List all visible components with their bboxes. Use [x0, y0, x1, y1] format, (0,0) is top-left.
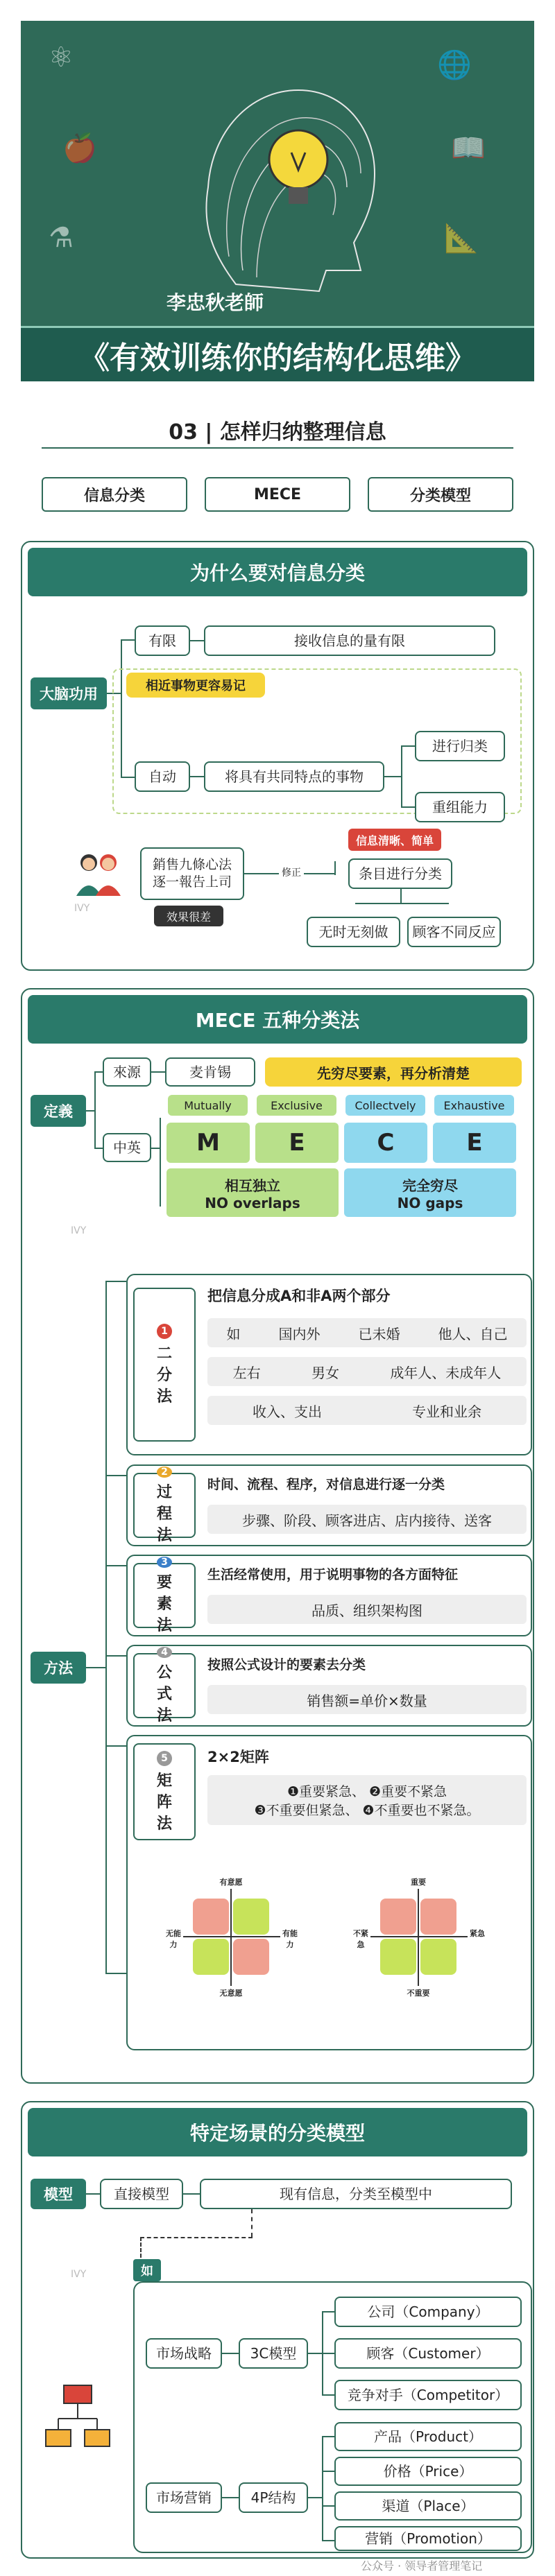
axis-label: 无意愿	[219, 1989, 243, 1998]
connector	[105, 1281, 126, 1282]
method-formula-name	[133, 1646, 196, 1724]
author-name: 李忠秋老師	[166, 291, 264, 314]
row-item: 如	[226, 1325, 241, 1342]
axis	[370, 1936, 468, 1937]
auto-desc-box: 将具有共同特点的事物	[204, 761, 384, 792]
connector	[105, 1973, 126, 1974]
axis-label: 有意愿	[219, 1878, 243, 1887]
book-icon: 📖	[451, 132, 486, 164]
p-product: 产品（Product）	[334, 2422, 522, 2451]
example-tag: 如	[133, 2259, 161, 2281]
chapter-title: 03 | 怎样归纳整理信息	[169, 420, 386, 444]
model-title: 特定场景的分类模型	[28, 2108, 527, 2156]
row-item: 左右	[232, 1364, 261, 1381]
out-classify-box: 进行归类	[415, 731, 505, 761]
definition-tag: 定義	[31, 1095, 86, 1127]
axis-label: 不重要	[407, 1989, 430, 1998]
flask-icon: ⚗	[49, 222, 74, 254]
fix-label: 修正	[279, 865, 304, 879]
case-box: 銷售九條心法 逐一報告上司	[140, 847, 244, 900]
connector	[322, 2436, 334, 2437]
connector	[355, 903, 449, 904]
binary-row-2	[207, 1357, 527, 1386]
connector	[86, 2193, 100, 2195]
name-char: 程	[156, 1505, 172, 1523]
axis-label: 紧急	[470, 1929, 485, 1938]
mece-panel	[21, 988, 534, 2084]
connector	[222, 2353, 239, 2354]
row-item: 收入、支出	[253, 1403, 322, 1420]
process-row: 步骤、阶段、顾客进店、店内接待、送客	[207, 1505, 527, 1534]
3c-model-box: 3C模型	[239, 2338, 308, 2369]
connector	[105, 1655, 126, 1657]
cn-en-box: 中英	[103, 1133, 151, 1162]
direct-model-desc: 现有信息，分类至模型中	[200, 2179, 512, 2209]
name-char: 矩	[156, 1772, 172, 1790]
label-exhaustive: Exhaustive	[434, 1095, 514, 1116]
brain-function-tag: 大脑功用	[31, 677, 107, 709]
urgency-matrix	[350, 1868, 488, 2007]
footer-credit: 公众号 · 领导者管理笔记	[361, 2559, 483, 2573]
ce-en: NO gaps	[397, 1194, 463, 1211]
head-silhouette-icon	[153, 49, 402, 298]
watermark: IVY	[71, 2269, 87, 2280]
improved-box: 条目进行分类	[348, 858, 452, 889]
connector	[105, 1565, 126, 1566]
connector	[121, 639, 135, 641]
connector	[94, 1071, 103, 1073]
quadrant	[193, 1939, 229, 1975]
watermark: IVY	[74, 903, 90, 914]
connector	[94, 1148, 103, 1149]
row-item: 已未婚	[358, 1325, 400, 1342]
method-matrix-title: 2×2矩阵	[207, 1749, 269, 1765]
connector	[151, 1071, 165, 1073]
quadrant	[420, 1939, 456, 1975]
label-exclusive: Exclusive	[257, 1095, 336, 1116]
method-number: 2	[157, 1467, 172, 1478]
why-classify-panel	[21, 541, 534, 971]
connector	[94, 1071, 96, 1149]
ce-box	[344, 1168, 516, 1217]
matrix-row: ❶重要紧急、 ❷重要不紧急	[287, 1784, 447, 1799]
letter-c: C	[344, 1123, 427, 1163]
connector	[86, 1667, 105, 1668]
method-binary	[126, 1274, 532, 1455]
result-always-box: 无时无刻做	[307, 917, 400, 947]
name-char: 分	[156, 1366, 172, 1384]
formula-row: 销售额=单价×数量	[207, 1685, 527, 1714]
header-banner	[21, 21, 534, 381]
connector	[322, 2540, 334, 2541]
axis	[183, 1936, 280, 1937]
connector	[308, 2353, 322, 2354]
method-matrix	[126, 1735, 532, 2050]
binary-row-1	[207, 1318, 527, 1347]
name-char: 法	[156, 1388, 172, 1406]
name-char: 阵	[156, 1793, 172, 1811]
chip-mece: MECE	[205, 477, 350, 512]
p-promotion: 营销（Promotion）	[334, 2526, 522, 2551]
me-en: NO overlaps	[205, 1194, 300, 1211]
name-char: 素	[156, 1595, 172, 1613]
direct-model-box: 直接模型	[100, 2179, 183, 2209]
name-char: 二	[156, 1345, 172, 1363]
matrix-row: ❸不重要但紧急、 ❹不重要也不紧急。	[254, 1803, 480, 1818]
method-number: 3	[157, 1557, 172, 1568]
row-item: 男女	[311, 1364, 339, 1381]
binary-row-3	[207, 1396, 527, 1425]
connector	[105, 1745, 126, 1747]
method-binary-title: 把信息分成A和非A两个部分	[207, 1288, 391, 1304]
axis-label: 不紧急	[353, 1929, 368, 1949]
p-place: 渠道（Place）	[334, 2491, 522, 2521]
method-element	[126, 1555, 532, 1636]
connector	[322, 2505, 334, 2507]
globe-icon: 🌐	[437, 49, 472, 81]
connector	[190, 640, 204, 641]
connector	[183, 2193, 200, 2195]
org-chart-icon	[43, 2380, 112, 2456]
connector	[105, 1475, 126, 1476]
method-formula-title: 按照公式设计的要素去分类	[207, 1657, 366, 1672]
why-classify-title: 为什么要对信息分类	[28, 548, 527, 596]
chip-classify-model: 分类模型	[368, 477, 513, 512]
label-collectively: Collectvely	[345, 1095, 425, 1116]
method-element-name	[133, 1556, 196, 1634]
name-char: 法	[156, 1706, 172, 1724]
dashed-connector	[140, 2237, 253, 2238]
connector	[105, 1281, 107, 1974]
letter-e1: E	[255, 1123, 339, 1163]
method-process	[126, 1464, 532, 1546]
name-char: 要	[156, 1573, 172, 1591]
connector	[322, 2436, 323, 2541]
quadrant	[193, 1899, 229, 1935]
source-value: 麦肯锡	[165, 1057, 255, 1087]
name-char: 过	[156, 1483, 172, 1501]
connector	[401, 745, 402, 808]
page-title: 《有效训练你的结构化思维》	[21, 326, 534, 381]
label-mutually: Mutually	[168, 1095, 248, 1116]
connector	[222, 2497, 239, 2498]
method-tag: 方法	[31, 1652, 86, 1684]
market-sales-box: 市场营销	[146, 2482, 222, 2513]
model-tag: 模型	[31, 2179, 86, 2209]
4p-model-box: 4P结构	[239, 2482, 308, 2513]
watermark: IVY	[71, 1225, 87, 1236]
axis-label: 有能力	[282, 1929, 298, 1949]
chip-info-classify: 信息分类	[42, 477, 187, 512]
connector	[322, 2311, 334, 2313]
method-number: 1	[157, 1324, 172, 1339]
element-row: 品质、组织架构图	[207, 1595, 527, 1624]
connector	[384, 776, 401, 777]
name-char: 式	[156, 1685, 172, 1703]
auto-box: 自动	[135, 761, 190, 792]
axis-label: 重要	[411, 1878, 426, 1887]
row-item: 他人、自己	[438, 1325, 508, 1342]
people-icon	[71, 847, 126, 903]
connector	[322, 2471, 334, 2472]
connector	[401, 806, 415, 808]
c-customer: 顾客（Customer）	[334, 2338, 522, 2369]
name-char: 法	[156, 1815, 172, 1833]
axis	[230, 1889, 232, 1986]
method-binary-name	[133, 1288, 196, 1442]
name-char: 公	[156, 1663, 172, 1682]
connector	[190, 776, 204, 777]
mece-title: MECE 五种分类法	[28, 995, 527, 1044]
matrix-desc	[207, 1775, 527, 1825]
limited-desc-box: 接收信息的量有限	[204, 625, 495, 656]
connector	[322, 2353, 334, 2354]
connector	[160, 1118, 161, 1207]
me-box	[166, 1168, 339, 1217]
c-company: 公司（Company）	[334, 2297, 522, 2327]
method-number: 5	[157, 1751, 172, 1766]
quadrant	[380, 1899, 416, 1935]
letter-e2: E	[433, 1123, 516, 1163]
method-process-name	[133, 1466, 196, 1544]
quadrant	[420, 1899, 456, 1935]
connector	[334, 861, 336, 875]
connector	[151, 1148, 160, 1149]
chapter-divider	[42, 447, 513, 449]
row-item: 专业和业余	[412, 1403, 481, 1420]
quadrant	[233, 1899, 269, 1935]
method-number: 4	[157, 1647, 172, 1658]
connector	[400, 889, 402, 904]
connector	[322, 2394, 334, 2396]
axis	[418, 1889, 419, 1986]
source-box: 來源	[103, 1057, 151, 1087]
quadrant	[380, 1939, 416, 1975]
row-item: 国内外	[278, 1325, 321, 1342]
ability-matrix	[162, 1868, 301, 2007]
method-element-title: 生活经常使用，用于说明事物的各方面特征	[207, 1567, 459, 1582]
connector	[401, 745, 415, 747]
limited-box: 有限	[135, 625, 190, 656]
similar-note: 相近事物更容易记	[126, 673, 265, 698]
ce-cn: 完全穷尽	[402, 1177, 458, 1194]
name-char: 法	[156, 1526, 172, 1544]
ruler-icon: 📐	[444, 223, 479, 254]
row-item: 成年人、未成年人	[390, 1364, 502, 1381]
result-reaction-box: 顾客不同反应	[407, 917, 501, 947]
apple-icon: 🍎	[62, 132, 97, 164]
connector	[86, 1110, 94, 1112]
tip-badge: 信息清晰、简单	[348, 829, 441, 851]
method-formula	[126, 1645, 532, 1727]
dashed-connector	[251, 2209, 253, 2237]
dashed-connector	[140, 2237, 142, 2258]
name-char: 法	[156, 1616, 172, 1634]
connector	[308, 2497, 322, 2498]
source-tip: 先穷尽要素，再分析清楚	[265, 1057, 522, 1087]
effect-badge: 效果很差	[154, 906, 223, 926]
method-matrix-name	[133, 1743, 196, 1840]
method-process-title: 时间、流程、程序，对信息进行逐一分类	[207, 1477, 445, 1492]
out-regroup-box: 重组能力	[415, 792, 505, 822]
me-cn: 相互独立	[225, 1177, 280, 1194]
c-competitor: 竞争对手（Competitor）	[334, 2380, 522, 2410]
market-strategy-box: 市场战略	[146, 2338, 222, 2369]
letter-m: M	[166, 1123, 250, 1163]
atom-icon: ⚛	[49, 42, 74, 74]
model-panel	[21, 2101, 534, 2559]
p-price: 价格（Price）	[334, 2457, 522, 2486]
quadrant	[233, 1939, 269, 1975]
axis-label: 无能力	[166, 1929, 181, 1949]
